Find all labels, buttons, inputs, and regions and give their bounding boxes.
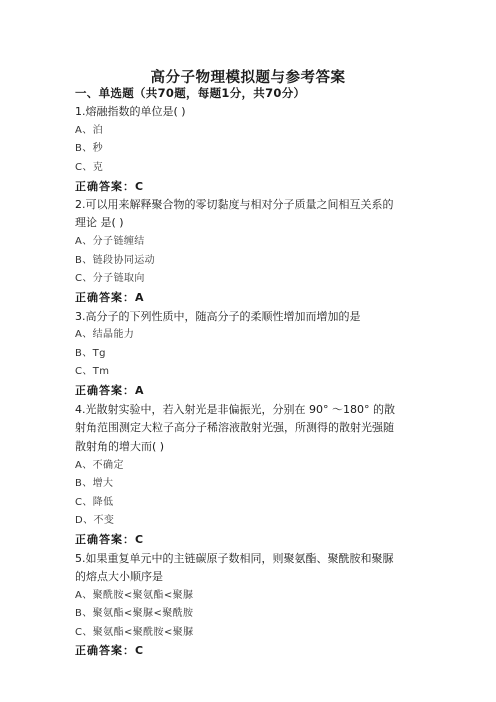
question-4-option-b: B、增大: [75, 478, 114, 489]
question-3-answer: [75, 384, 144, 398]
answer-label: 正确答案：: [75, 533, 135, 546]
document-title: 高分子物理模拟题与参考答案: [150, 70, 346, 86]
answer-value: C: [135, 644, 144, 657]
question-3-option-b: B、Tg: [75, 348, 106, 359]
question-4-option-c: C、降低: [75, 497, 114, 508]
question-1-option-a: A、泊: [75, 125, 104, 136]
question-4-text-cont-1: 射角范围测定大粒子高分子稀溶液散射光强，所测得的散射光强随: [75, 421, 394, 434]
question-2-option-c: C、分子链取向: [75, 273, 145, 284]
section-heading: 一、单选题（共70题，每题1分，共70分）: [75, 86, 306, 100]
answer-value: A: [135, 384, 144, 397]
question-3-option-c: C、Tm: [75, 366, 110, 377]
question-4-text-cont-2: 散射角的增大而( ): [75, 440, 165, 453]
question-1-answer: [75, 180, 143, 194]
answer-value: C: [135, 180, 144, 193]
question-5-option-b: B、聚氨酯<聚脲<聚酰胺: [75, 608, 194, 619]
question-1-text: 1.熔融指数的单位是( ): [75, 105, 186, 118]
question-2-text-cont: 理论 是( ): [75, 216, 124, 229]
answer-label: 正确答案：: [75, 384, 135, 397]
question-2-text: 2.可以用来解释聚合物的零切黏度与相对分子质量之间相互关系的: [75, 198, 394, 211]
question-5-answer: [75, 644, 143, 658]
question-2-answer: [75, 291, 144, 305]
question-5-option-a: A、聚酰胺<聚氨酯<聚脲: [75, 590, 194, 601]
answer-label: 正确答案：: [75, 291, 135, 304]
question-2-option-a: A、分子链缠结: [75, 236, 145, 247]
question-3-text: 3.高分子的下列性质中，随高分子的柔顺性增加而增加的是: [75, 310, 361, 323]
answer-value: A: [135, 291, 144, 304]
question-2-option-b: B、链段协同运动: [75, 255, 156, 266]
question-4-option-a: A、不确定: [75, 460, 124, 471]
question-4-answer: [75, 533, 143, 547]
answer-label: 正确答案：: [75, 180, 135, 193]
question-3-option-a: A、结晶能力: [75, 329, 135, 340]
question-4-text: 4.光散射实验中，若入射光是非偏振光，分别在 90° ～180° 的散: [75, 403, 395, 416]
question-1-option-c: C、克: [75, 162, 104, 173]
question-1-option-b: B、秒: [75, 143, 104, 154]
question-5-text-cont: 的熔点大小顺序是: [75, 570, 163, 583]
answer-label: 正确答案：: [75, 644, 135, 657]
answer-value: C: [135, 533, 144, 546]
question-4-option-d: D、不变: [75, 515, 115, 526]
question-5-text: 5.如果重复单元中的主链碳原子数相同，则聚氨酯、聚酰胺和聚脲: [75, 552, 394, 565]
question-5-option-c: C、聚氨酯<聚酰胺<聚脲: [75, 627, 194, 638]
